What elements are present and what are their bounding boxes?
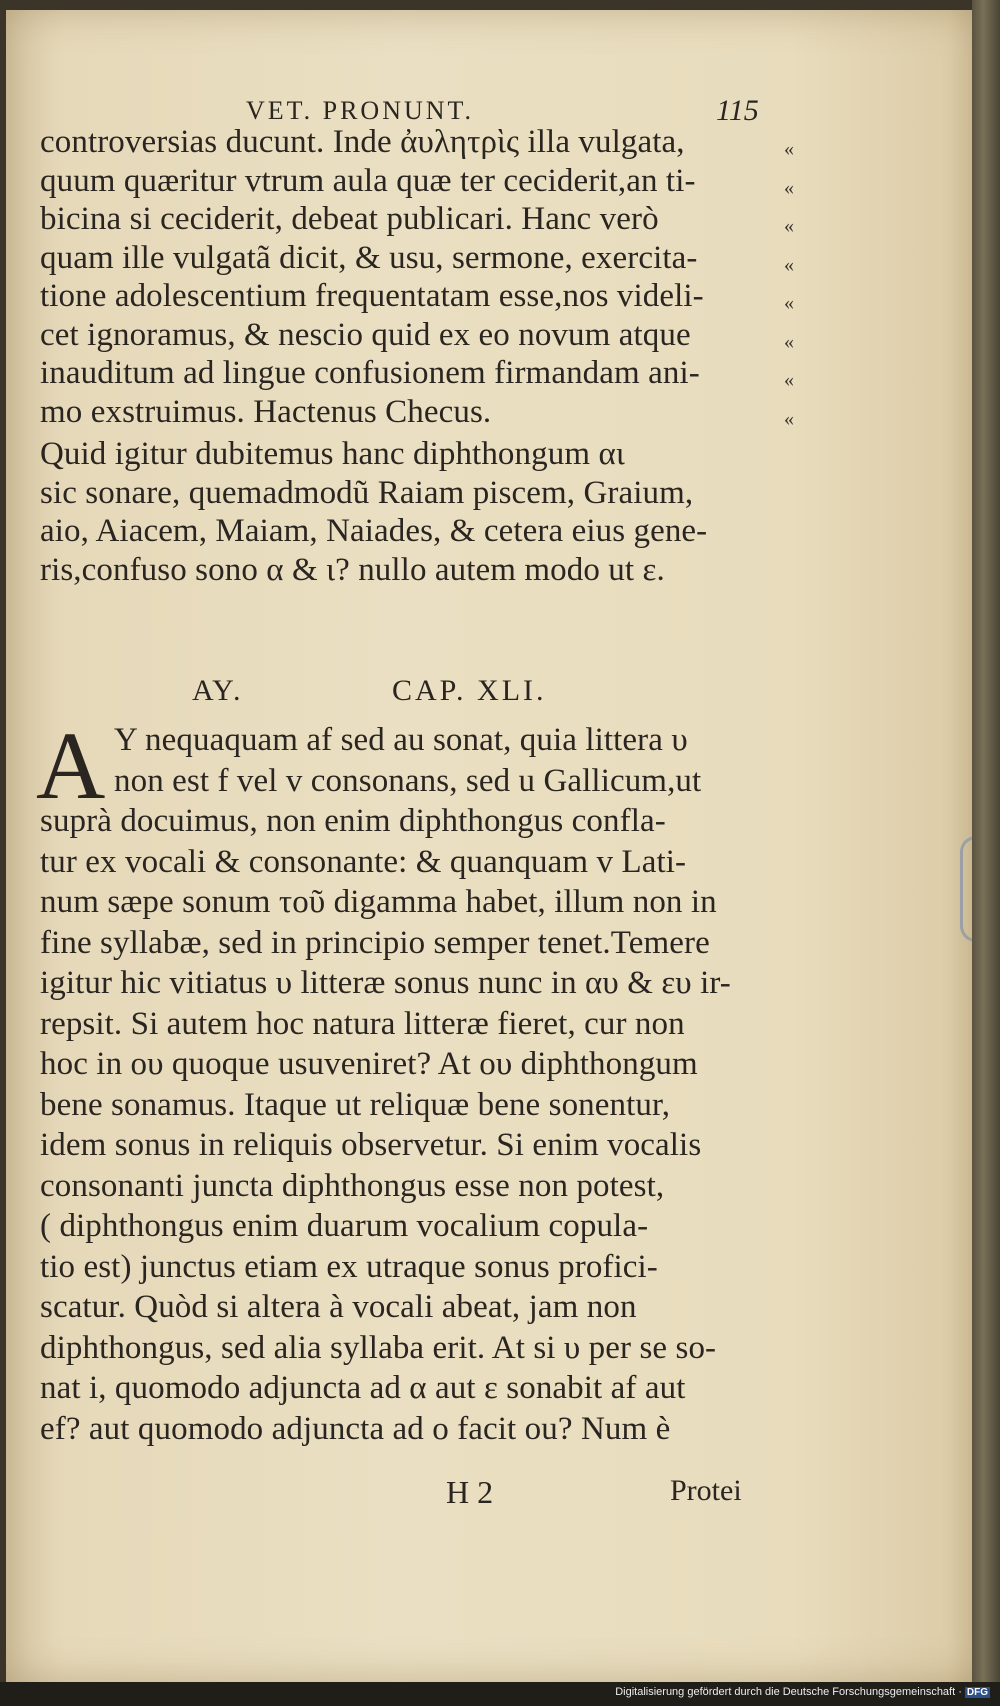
text-line: diphthongus, sed alia syllaba erit. At si υ per se so- [40,1329,717,1366]
quote-mark: « [784,253,794,276]
text-line: suprà docuimus, non enim diphthongus confla- [40,803,666,839]
text-line: ( diphthongus enim duarum vocalium copula- [40,1208,649,1244]
credit-text: Digitalisierung gefördert durch die Deutsche Forschungsgemeinschaft · [615,1686,962,1698]
text-line: aio, Aiacem, Maiam, Naiades, & cetera eius gene- [40,513,708,549]
quote-mark: « [784,292,794,314]
text-line: inauditum ad lingue confusionem firmandam ani- [40,355,700,391]
quote-mark: « [784,407,794,430]
running-head: VET. PRONUNT. [246,96,474,125]
text-line: controversias ducunt. Inde ἀυλητρὶς illa vulgata, [40,124,685,160]
chapter-diphthong: ΑΥ. [192,674,244,707]
text-line: fine syllabæ, sed in principio semper tenet.Temere [40,924,710,961]
quote-mark: « [784,176,794,199]
quote-mark: « [784,215,794,237]
text-line: quum quæritur vtrum aula quæ ter ceciderit,an ti- [40,162,696,199]
book-edge [972,0,1000,1706]
text-line: tur ex vocali & consonante: & quanquam v Lati- [40,843,687,880]
text-line: repsit. Si autem hoc natura litteræ fieret, cur non [40,1005,685,1042]
quote-mark: « [784,330,794,353]
text-line: consonanti juncta diphthongus esse non potest, [40,1167,665,1204]
text-line: bene sonamus. Itaque ut reliquæ bene sonentur, [40,1086,671,1123]
book-page [6,10,986,1682]
signature-mark: H 2 [446,1474,494,1510]
text-line: Υ nequaquam af sed au sonat, quia littera υ [114,722,688,758]
page-number: 115 [716,94,759,127]
quote-mark: « [784,369,794,391]
text-line: num sæpe sonum τοῦ digamma habet, illum non in [40,884,717,920]
quote-mark: « [784,138,794,160]
text-line: scatur. Quòd si altera à vocali abeat, jam non [40,1289,637,1325]
text-line: nat i, quomodo adjuncta ad α aut ε sonabit af aut [40,1370,686,1406]
drop-cap: A [36,712,106,819]
text-line: bicina si ceciderit, debeat publicari. Hanc verò [40,201,659,237]
text-line: igitur hic vitiatus υ litteræ sonus nunc in αυ & ευ ir- [40,965,731,1001]
text-line: Quid igitur dubitemus hanc diphthongum αι [40,436,625,472]
text-line: sic sonare, quemadmodũ Raiam piscem, Graium, [40,474,694,511]
text-line: ris,confuso sono α & ι? nullo autem modo ut ε. [40,551,665,588]
dfg-logo-icon: DFG [966,1687,988,1698]
text-line: tione adolescentium frequentatam esse,nos videli- [40,278,704,314]
catchword: Protei [670,1474,742,1507]
digitization-credit [590,1686,990,1698]
text-line: tio est) junctus etiam ex utraque sonus profici- [40,1248,658,1285]
text-line: idem sonus in reliquis observetur. Si enim vocalis [40,1127,702,1163]
text-line: cet ignoramus, & nescio quid ex eo novum atque [40,316,691,353]
chapter-heading: CAP. XLI. [392,674,547,707]
text-line: quam ille vulgatã dicit, & usu, sermone, exercita- [40,239,698,276]
text-line: mo exstruimus. Hactenus Checus. [40,393,492,430]
text-line: non est f vel v consonans, sed u Gallicum,ut [114,762,702,799]
text-line: ef? aut quomodo adjuncta ad ο facit ou? Num è [40,1410,671,1447]
text-line: hoc in ου quoque usuveniret? At ου diphthongum [40,1046,698,1082]
